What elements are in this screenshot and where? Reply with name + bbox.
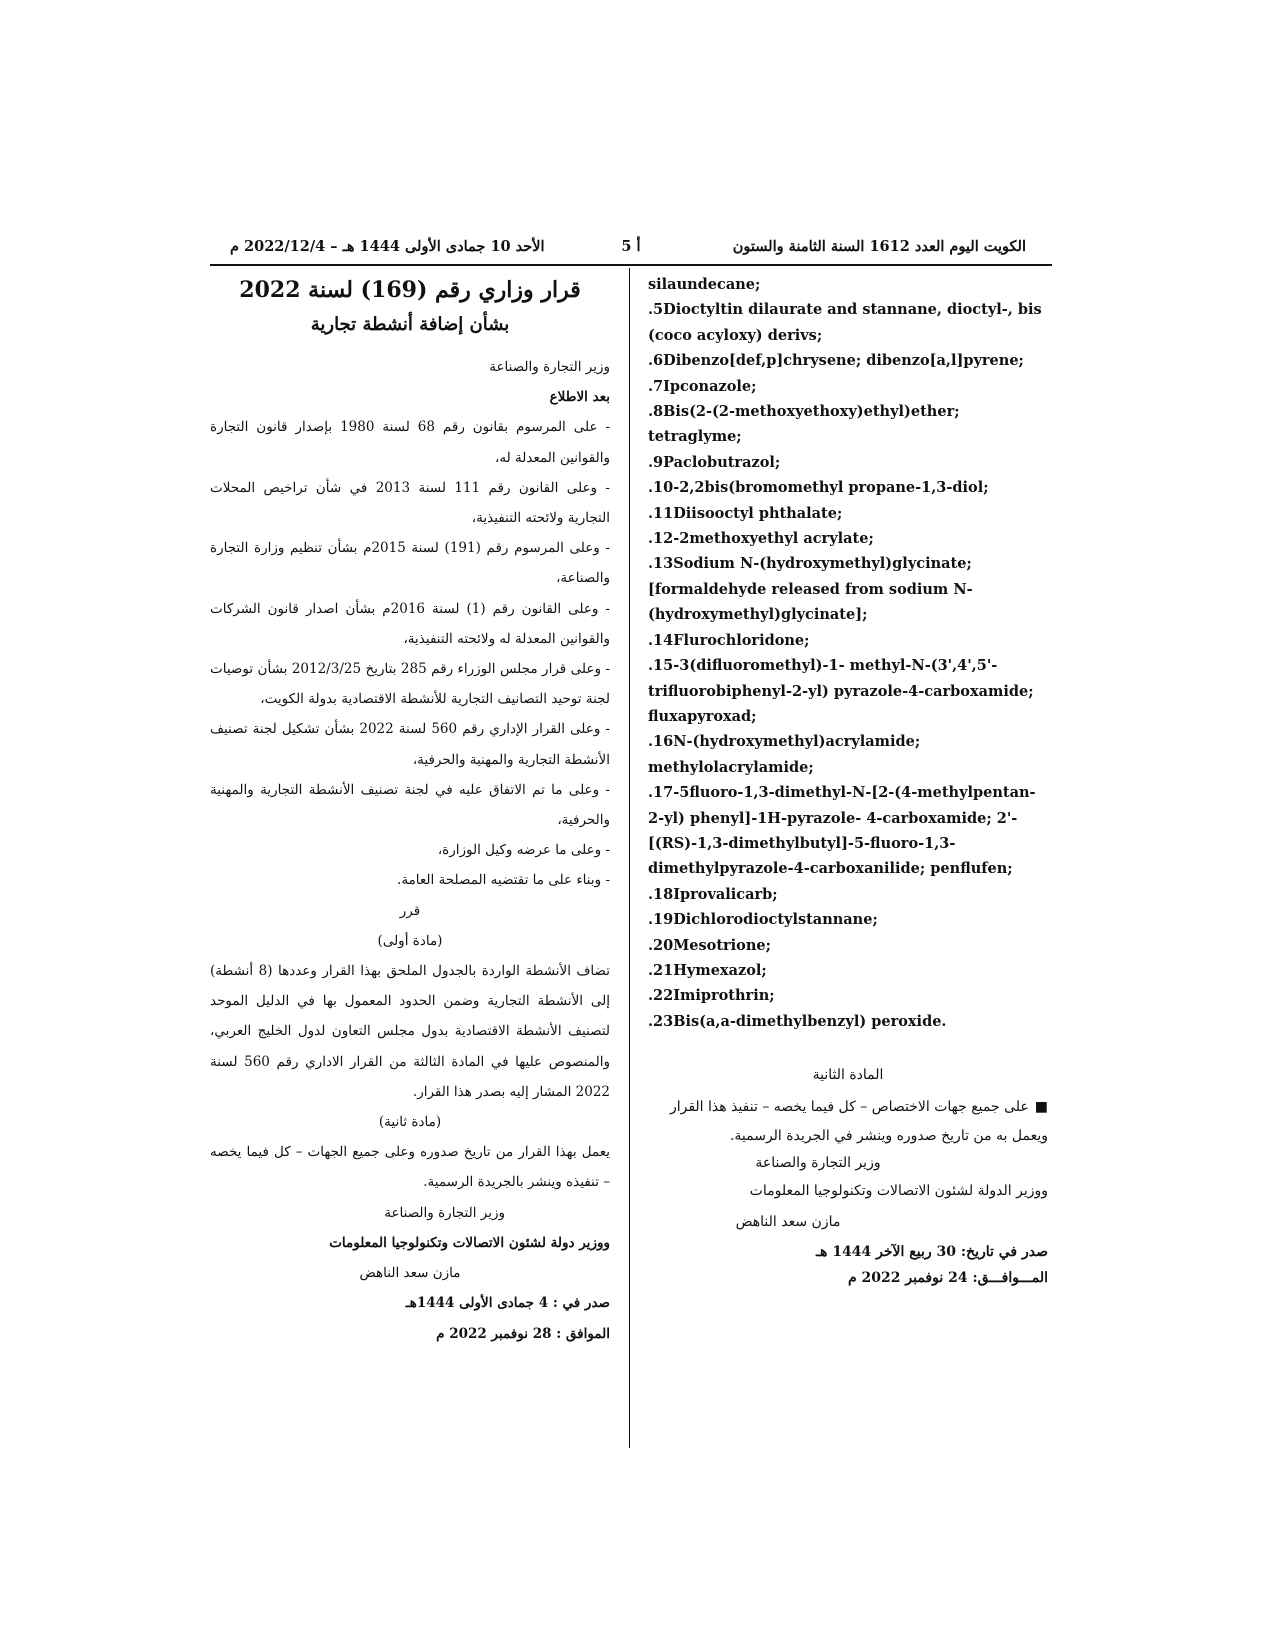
page-number: أ 5 <box>621 238 641 255</box>
article-two-text <box>648 1093 1048 1151</box>
article-two-heading: المادة الثانية <box>812 1067 884 1083</box>
article-one-heading: (مادة أولى) <box>377 932 443 949</box>
issue-date: الأحد 10 جمادى الأولى 1444 هـ – 2022/12/4 م <box>230 238 545 255</box>
article-two-heading-left: (مادة ثانية) <box>378 1114 442 1131</box>
issue-date-gregorian-left: الموافق : 28 نوفمبر 2022 م <box>436 1325 610 1342</box>
minister-title: وزير التجارة والصناعة <box>755 1155 881 1171</box>
decree-subtitle: بشأن إضافة أنشطة تجارية <box>310 314 510 335</box>
bullet-icon: ■ <box>1034 1099 1048 1115</box>
decree-title: قرار وزاري رقم (169) لسنة 2022 <box>239 277 581 303</box>
chemical-item: .10-2,2bis(bromomethyl propane-1,3-diol; <box>648 479 989 497</box>
issuer: وزير التجارة والصناعة <box>489 359 610 375</box>
chemical-item: .8Bis(2-(2-methoxyethoxy)ethyl)ether; tetraglyme; <box>648 403 960 446</box>
clause: - وبناء على ما تقتضيه المصلحة العامة. <box>397 872 610 889</box>
decided: قرر <box>399 902 421 919</box>
minister-title-left-2: ووزير دولة لشئون الاتصالات وتكنولوجيا المعلومات <box>329 1234 610 1251</box>
clause: - وعلى ما عرضه وكيل الوزارة، <box>437 842 610 859</box>
minister-name: مازن سعد الناهض <box>735 1214 841 1230</box>
chemical-item: .5Dioctyltin dilaurate and stannane, dioctyl-, bis (coco acyloxy) derivs; <box>648 301 1042 344</box>
chemical-item: .13Sodium N-(hydroxymethyl)glycinate; [formaldehyde released from sodium N-(hydroxymethyl)glycinate]; <box>648 555 973 624</box>
chemical-item: .6Dibenzo[def,p]chrysene; dibenzo[a,l]pyrene; <box>648 352 1024 370</box>
minister-title-left: وزير التجارة والصناعة <box>384 1204 505 1221</box>
clause: - وعلى قرار مجلس الوزراء رقم 285 بتاريخ 2012/3/25 بشأن توصيات لجنة توحيد التصانيف التجارية للأنشطة الاقتصادية بدولة الكويت، <box>210 661 610 708</box>
clause: - وعلى القانون رقم (1) لسنة 2016م بشأن اصدار قانون الشركات والقوانين المعدلة له ولائحته التنفيذية، <box>210 600 610 647</box>
clause: - وعلى ما تم الاتفاق عليه في لجنة تصنيف الأنشطة التجارية والمهنية والحرفية، <box>210 781 610 829</box>
issue-date-gregorian: المـــوافـــق: 24 نوفمبر 2022 م <box>847 1270 1048 1286</box>
chemical-item: .22Imiprothrin; <box>648 987 775 1005</box>
chemical-item: .11Diisooctyl phthalate; <box>648 504 843 522</box>
minister-title-2: ووزير الدولة لشئون الاتصالات وتكنولوجيا المعلومات <box>749 1183 1048 1199</box>
clause: - وعلى المرسوم رقم (191) لسنة 2015م بشأن تنظيم وزارة التجارة والصناعة، <box>210 540 610 587</box>
chemical-item: .20Mesotrione; <box>648 936 771 954</box>
chemical-item: .12-2methoxyethyl acrylate; <box>648 530 874 548</box>
chemical-item: .17-5fluoro-1,3-dimethyl-N-[2-(4-methylpentan-2-yl) phenyl]-1H-pyrazole- 4-carboxamide; 2'- [(RS)-1,3-dimethylbutyl]-5-fluoro-1,3-dimethylpyrazole-4-carboxanilide; penflufen; <box>648 784 1036 878</box>
clause: - وعلى القانون رقم 111 لسنة 2013 في شأن تراخيص المحلات التجارية ولائحته التنفيذية، <box>210 479 610 527</box>
chemical-item: .21Hymexazol; <box>648 961 767 979</box>
chemical-list <box>648 272 1048 1034</box>
article-two-text-left: يعمل بهذا القرار من تاريخ صدوره وعلى جميع الجهات – كل فيما يخصه – تنفيذه وينشر بالجريدة الرسمية. <box>210 1144 610 1191</box>
article-two-body: على جميع جهات الاختصاص – كل فيما يخصه – تنفيذ هذا القرار ويعمل به من تاريخ صدوره وينشر في الجريدة الرسمية. <box>669 1099 1048 1144</box>
after-review: بعد الاطلاع <box>549 389 610 406</box>
chemical-item: .15-3(difluoromethyl)-1- methyl-N-(3',4',5'-trifluorobiphenyl-2-yl) pyrazole-4-carboxamide; fluxapyroxad; <box>648 657 1034 725</box>
chemical-item: .14Flurochloridone; <box>648 631 810 649</box>
header-rule <box>210 264 1052 266</box>
chemical-item: .16N-(hydroxymethyl)acrylamide; methylolacrylamide; <box>648 733 921 776</box>
issue-date-hijri-left: صدر في : 4 جمادى الأولى 1444هـ <box>405 1295 610 1312</box>
chemical-item: .23Bis(a,a-dimethylbenzyl) peroxide. <box>648 1012 947 1030</box>
chemical-item: .9Paclobutrazol; <box>648 453 781 471</box>
issue-date-hijri: صدر في تاريخ: 30 ربيع الآخر 1444 هـ <box>815 1244 1048 1260</box>
minister-name-left: مازن سعد الناهض <box>359 1265 461 1282</box>
clause: - على المرسوم بقانون رقم 68 لسنة 1980 بإصدار قانون التجارة والقوانين المعدلة له، <box>210 419 611 466</box>
decree-body <box>210 352 610 1349</box>
chemical-item: .18Iprovalicarb; <box>648 885 778 903</box>
article-one-text: تضاف الأنشطة الواردة بالجدول الملحق بهذا القرار وعددها (8 أنشطة) إلى الأنشطة التجارية وضمن الحدود المعمول بها في الدليل الموحد لتصنيف الأنشطة الاقتصادية بدول مجلس التعاون لدول الخليج العربي، والمنصوص عليها في المادة الثالثة من القرار الاداري رقم 560 لسنة 2022 المشار إليه بصدر هذا القرار. <box>210 963 611 1100</box>
chemical-item: silaundecane; <box>648 276 761 293</box>
chemical-item: .19Dichlorodioctylstannane; <box>648 911 878 929</box>
clause: - وعلى القرار الإداري رقم 560 لسنة 2022 بشأن تشكيل لجنة تصنيف الأنشطة التجارية والمهنية والحرفية، <box>210 721 610 768</box>
chemical-item: .7Ipconazole; <box>648 377 757 395</box>
gazette-header: الكويت اليوم العدد 1612 السنة الثامنة والستون <box>732 238 1026 255</box>
column-divider <box>629 268 630 1448</box>
